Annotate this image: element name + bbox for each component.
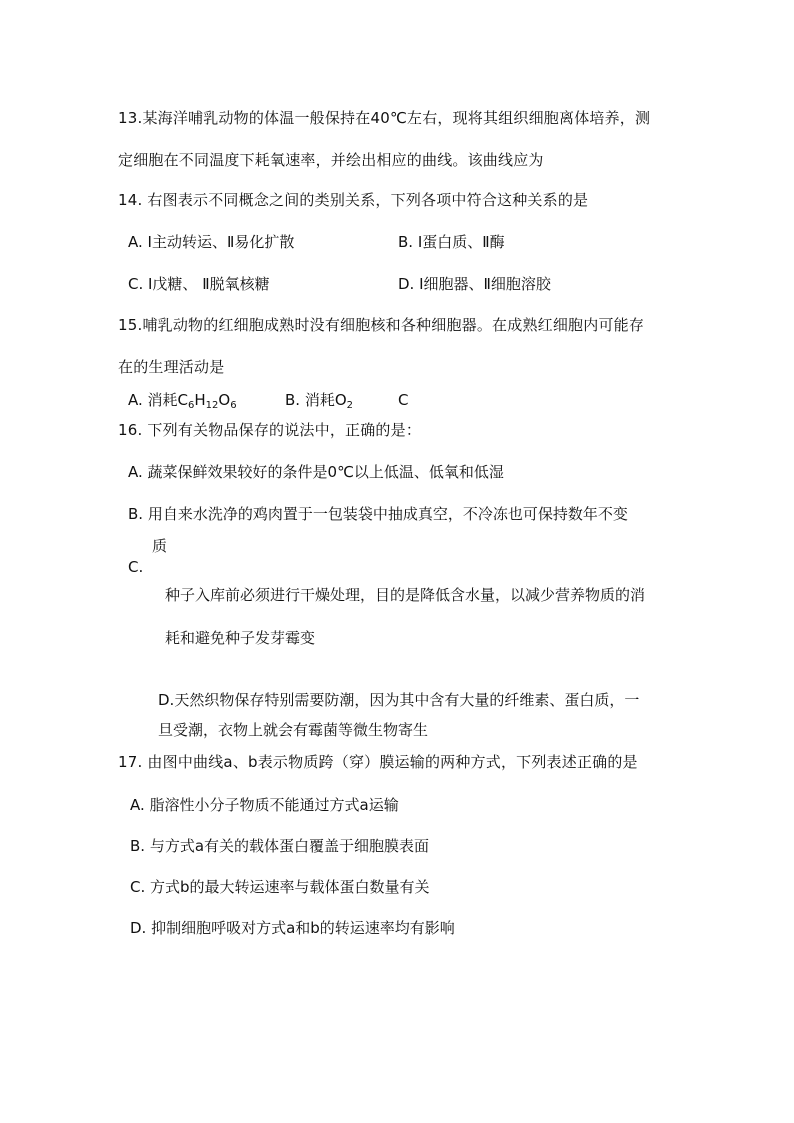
q16-option-b-line2: 质 <box>152 537 168 555</box>
q14-stem: 14. 右图表示不同概念之间的类别关系，下列各项中符合这种关系的是 <box>118 191 589 209</box>
q15-line2: 在的生理活动是 <box>118 358 225 376</box>
q17-option-c: C. 方式b的最大转运速率与载体蛋白数量有关 <box>130 878 430 896</box>
q15-option-a <box>128 390 237 410</box>
q17-stem: 17. 由图中曲线a、b表示物质跨（穿）膜运输的两种方式，下列表述正确的是 <box>118 753 638 771</box>
q13-line1: 13.某海洋哺乳动物的体温一般保持在40℃左右，现将其组织细胞离体培养，测 <box>118 109 651 127</box>
q15-option-a-sub3: 6 <box>230 400 237 411</box>
q15-option-c: C <box>398 391 409 409</box>
q16-option-a: A. 蔬菜保鲜效果较好的条件是0℃以上低温、低氧和低湿 <box>128 463 504 481</box>
q15-option-a-sub1: 6 <box>188 400 195 411</box>
q13-line2: 定细胞在不同温度下耗氧速率，并绘出相应的曲线。该曲线应为 <box>118 151 544 169</box>
q16-option-c-label: C. <box>128 558 144 576</box>
q14-option-a: A. Ⅰ主动转运、Ⅱ易化扩散 <box>128 233 295 251</box>
q16-option-d-line1: D.天然织物保存特别需要防潮，因为其中含有大量的纤维素、蛋白质，一 <box>158 691 640 709</box>
q16-option-c-line2: 耗和避免种子发芽霉变 <box>165 629 316 647</box>
q15-option-a-mid2: O <box>218 391 231 409</box>
q17-option-b: B. 与方式a有关的载体蛋白覆盖于细胞膜表面 <box>130 837 430 855</box>
q14-option-c: C. Ⅰ戊糖、 Ⅱ脱氧核糖 <box>128 275 270 293</box>
q15-option-b-prefix: B. 消耗O <box>285 391 347 409</box>
q14-option-b: B. Ⅰ蛋白质、Ⅱ酶 <box>398 233 505 251</box>
q15-option-b <box>285 390 353 410</box>
q16-option-b-line1: B. 用自来水洗净的鸡肉置于一包装袋中抽成真空，不冷冻也可保持数年不变 <box>128 505 628 523</box>
q17-option-d: D. 抑制细胞呼吸对方式a和b的转运速率均有影响 <box>130 919 455 937</box>
q15-line1: 15.哺乳动物的红细胞成熟时没有细胞核和各种细胞器。在成熟红细胞内可能存 <box>118 316 645 334</box>
q16-option-c-line1: 种子入库前必须进行干燥处理，目的是降低含水量，以减少营养物质的消 <box>165 586 646 604</box>
q15-option-b-sub: 2 <box>346 400 354 411</box>
q16-stem: 16. 下列有关物品保存的说法中，正确的是： <box>118 421 422 439</box>
q15-option-a-mid1: H <box>194 391 206 409</box>
q15-option-a-prefix: A. 消耗C <box>128 391 189 409</box>
q14-option-d: D. Ⅰ细胞器、Ⅱ细胞溶胶 <box>398 275 551 293</box>
q17-option-a: A. 脂溶性小分子物质不能通过方式a运输 <box>130 796 399 814</box>
q15-option-a-sub2: 12 <box>205 400 219 411</box>
q16-option-d-line2: 旦受潮，衣物上就会有霉菌等微生物寄生 <box>158 721 429 739</box>
